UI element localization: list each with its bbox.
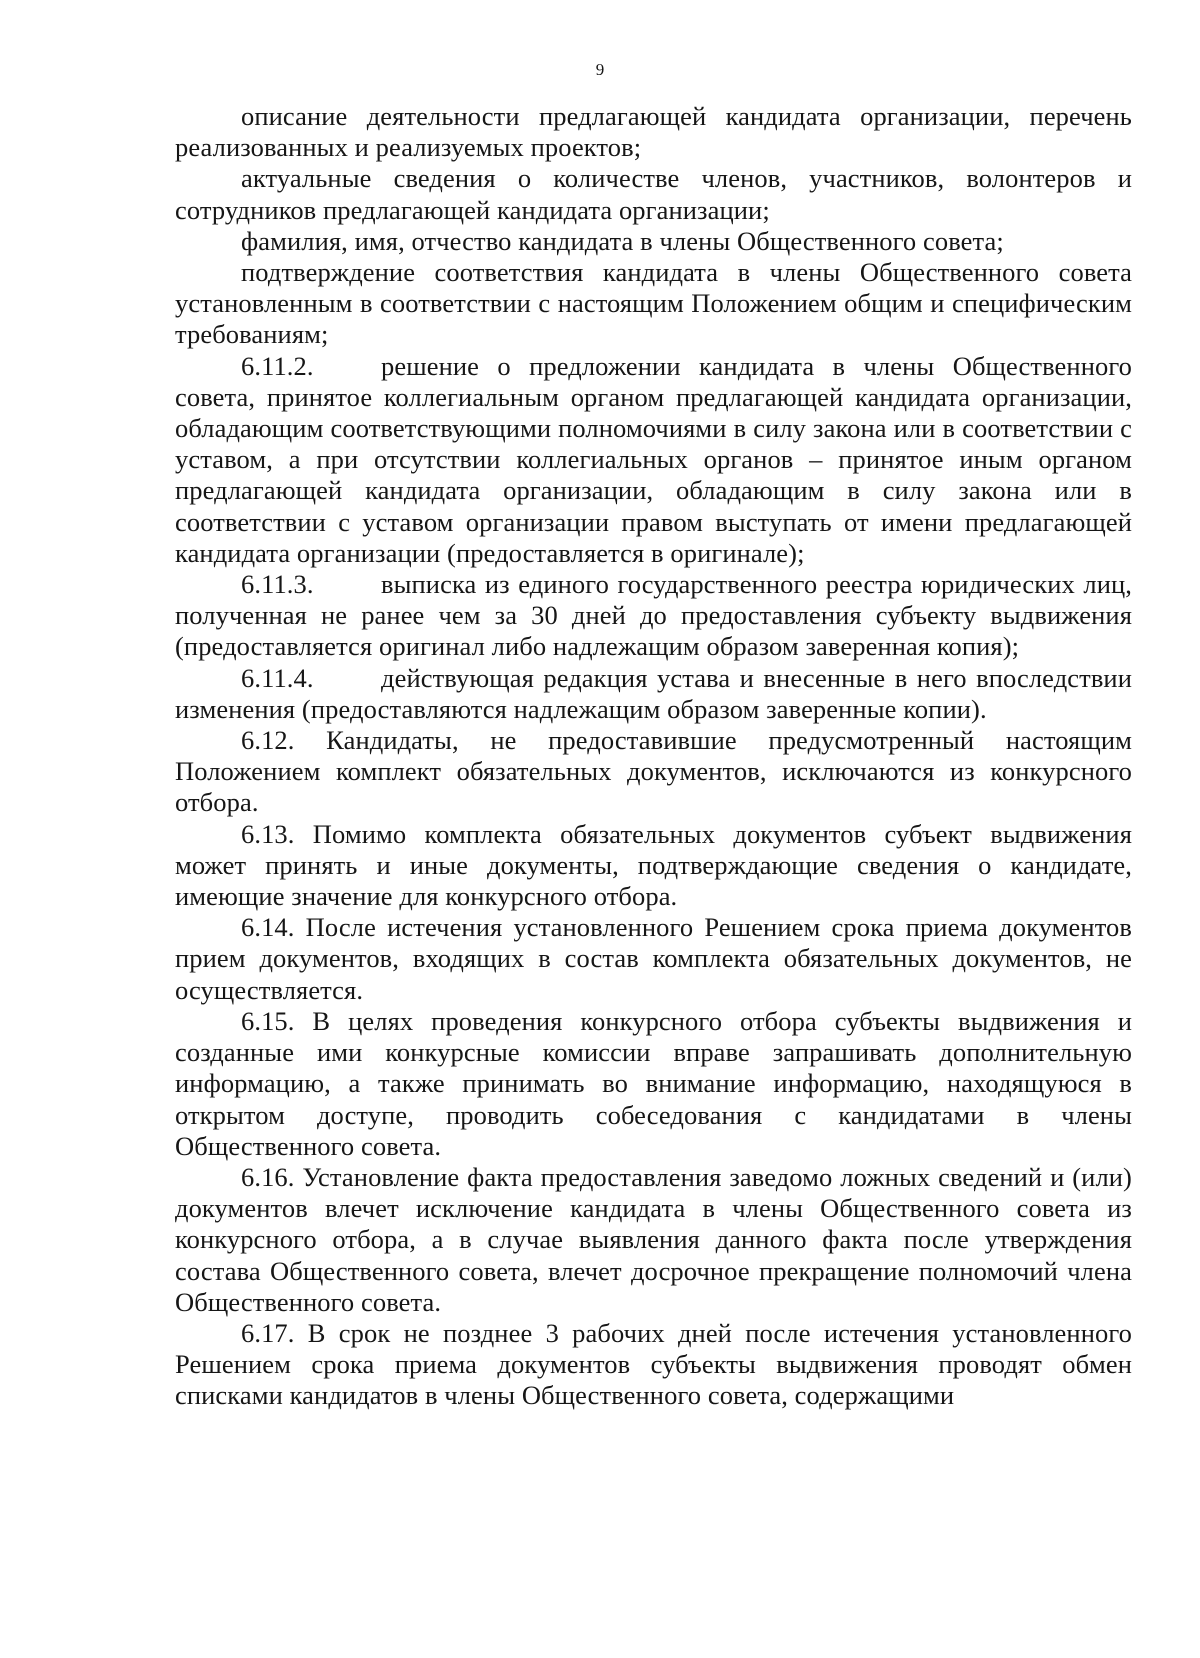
paragraph-activity-description: описание деятельности предлагающей кандидата организации, перечень реализованных и реализуемых проектов; <box>175 101 1132 163</box>
clause-6-11-3 <box>175 569 1132 663</box>
clause-6-15: 6.15. В целях проведения конкурсного отбора субъекты выдвижения и созданные ими конкурсные комиссии вправе запрашивать дополнительную информацию, а также принимать во внимание информацию, находящуюся в открытом доступе, проводить собеседования с кандидатами в члены Общественного совета. <box>175 1005 1132 1161</box>
clause-6-11-2 <box>175 351 1132 569</box>
clause-number: 6.11.3. <box>241 569 314 600</box>
clause-number: 6.11.2. <box>241 350 314 381</box>
clause-6-13: 6.13. Помимо комплекта обязательных документов субъект выдвижения может принять и иные документы, подтверждающие сведения о кандидате, имеющие значение для конкурсного отбора. <box>175 818 1132 912</box>
clause-6-17: 6.17. В срок не позднее 3 рабочих дней после истечения установленного Решением срока приема документов субъекты выдвижения проводят обмен списками кандидатов в члены Общественного совета, содержащими <box>175 1317 1132 1411</box>
clause-6-12: 6.12. Кандидаты, не предоставившие предусмотренный настоящим Положением комплект обязательных документов, исключаются из конкурсного отбора. <box>175 725 1132 818</box>
clause-6-11-4 <box>175 663 1132 725</box>
document-body <box>175 101 1132 1412</box>
paragraph-candidate-name: фамилия, имя, отчество кандидата в члены Общественного совета; <box>241 225 1004 256</box>
page-number: 9 <box>595 60 605 79</box>
paragraph-requirements-confirmation: подтверждение соответствия кандидата в члены Общественного совета установленным в соответствии с настоящим Положением общим и специфическим требованиям; <box>175 257 1132 350</box>
clause-text: решение о предложении кандидата в члены Общественного совета, принятое коллегиальным органом предлагающей кандидата организации, обладающим соответствующими полномочиями в силу закона или в соответствии с уставом, а при отсутствии коллегиальных органов – принятое иным органом предлагающей кандидата организации, обладающим в силу закона или в соответствии с уставом организации правом выступать от имени предлагающей кандидата организации (предоставляется в оригинале); <box>175 350 1132 568</box>
clause-6-14: 6.14. После истечения установленного Решением срока приема документов прием документов, входящих в состав комплекта обязательных документов, не осуществляется. <box>175 912 1132 1005</box>
clause-text: выписка из единого государственного реестра юридических лиц, полученная не ранее чем за 30 дней до предоставления субъекту выдвижения (предоставляется оригинал либо надлежащим образом заверенная копия); <box>175 569 1132 662</box>
clause-text: действующая редакция устава и внесенные в него впоследствии изменения (предоставляются надлежащим образом заверенные копии). <box>175 662 1132 724</box>
clause-6-16: 6.16. Установление факта предоставления заведомо ложных сведений и (или) документов влечет исключение кандидата в члены Общественного совета из конкурсного отбора, а в случае выявления данного факта после утверждения состава Общественного совета, влечет досрочное прекращение полномочий члена Общественного совета. <box>175 1161 1132 1317</box>
paragraph-member-information: актуальные сведения о количестве членов, участников, волонтеров и сотрудников предлагающей кандидата организации; <box>175 163 1132 225</box>
clause-number: 6.11.4. <box>241 662 314 693</box>
